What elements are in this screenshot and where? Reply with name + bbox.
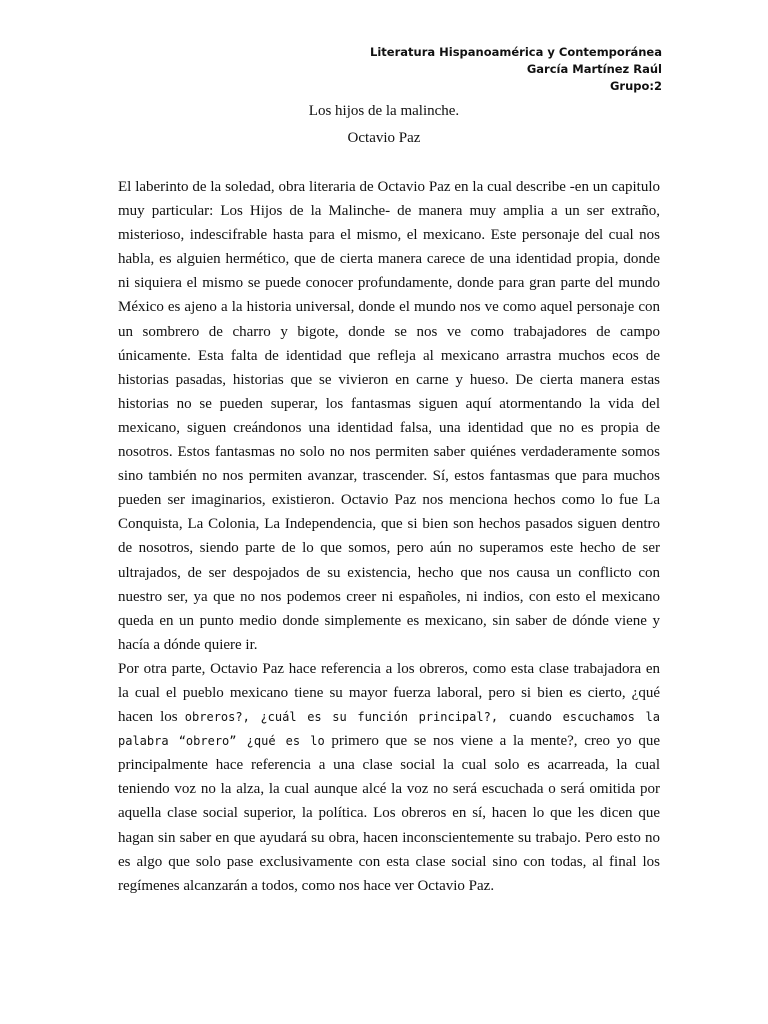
- document-header: [370, 44, 662, 95]
- paragraph-2-end: primero que se nos viene a la mente?, creo yo que principalmente hace referencia a una clase social la cual solo es acarreada, la cual teniendo voz no la alza, la cual aunque alcé la voz no será escuchada o será omitida por aquella clase social superior, la política. Los obreros en sí, hacen lo que les dicen que hagan sin saber en que ayudará su obra, hacen inconscientemente su trabajo. Pero esto no es algo que solo pase exclusivamente con esta clase social sino con todas, al final los regímenes alcanzarán a todos, como nos hace ver Octavio Paz.: [118, 733, 660, 894]
- paragraph-2: [118, 657, 660, 898]
- body-text: [118, 175, 660, 898]
- document-subtitle: Octavio Paz: [347, 130, 421, 146]
- author-name: García Martínez Raúl: [526, 62, 662, 76]
- course-name: Literatura Hispanoamérica y Contemporánea: [370, 45, 662, 59]
- group-label: Grupo:2: [609, 79, 662, 93]
- paragraph-2-questions: obreros?, ¿cuál es su función principal?, cuando escuchamos la palabra “obrero” ¿qué es lo: [118, 710, 660, 749]
- paragraph-2-start: Por otra parte, Octavio Paz hace referencia a los obreros, como esta clase trabajadora en la cual el pueblo mexicano tiene su mayor fuerza laboral, pero si bien es cierto, ¿qué hacen los: [118, 660, 660, 726]
- document-title: Los hijos de la malinche.: [308, 103, 460, 119]
- title-block: [0, 98, 768, 152]
- paragraph-1: El laberinto de la soledad, obra literaria de Octavio Paz en la cual describe -en un capitulo muy particular: Los Hijos de la Malinche- de manera muy amplia a un ser extraño, misterioso, indescifrable hasta para el mismo, el mexicano. Este personaje del cual nos habla, es alguien hermético, que de cierta manera carece de una identidad propia, donde ni siquiera el mismo se puede conocer profundamente, donde para gran parte del mundo México es ajeno a la historia universal, donde el mundo nos ve como aquel personaje con un sombrero de charro y bigote, donde se nos ve como trabajadores de campo únicamente. Esta falta de identidad que refleja al mexicano arrastra muchos ecos de historias pasadas, historias que se vivieron en carne y hueso. De cierta manera estas historias no se pueden superar, los fantasmas siguen aquí atormentando la vida del mexicano, siguen creándonos una identidad falsa, una identidad que no es propia de nosotros. Estos fantasmas no solo no nos permiten saber quiénes verdaderamente somos sino también no nos permiten avanzar, trascender. Sí, estos fantasmas que para muchos pueden ser imaginarios, existieron. Octavio Paz nos menciona hechos como lo fue La Conquista, La Colonia, La Independencia, que si bien son hechos pasados siguen dentro de nosotros, siendo parte de lo que somos, pero aún no superamos este hecho de ser ultrajados, de ser despojados de su existencia, hecho que nos causa un conflicto con nuestro ser, ya que no nos podemos creer ni españoles, ni indios, con esto el mexicano queda en un punto medio donde simplemente es mexicano, sin saber de dónde viene y hacía a dónde quiere ir.: [118, 179, 660, 653]
